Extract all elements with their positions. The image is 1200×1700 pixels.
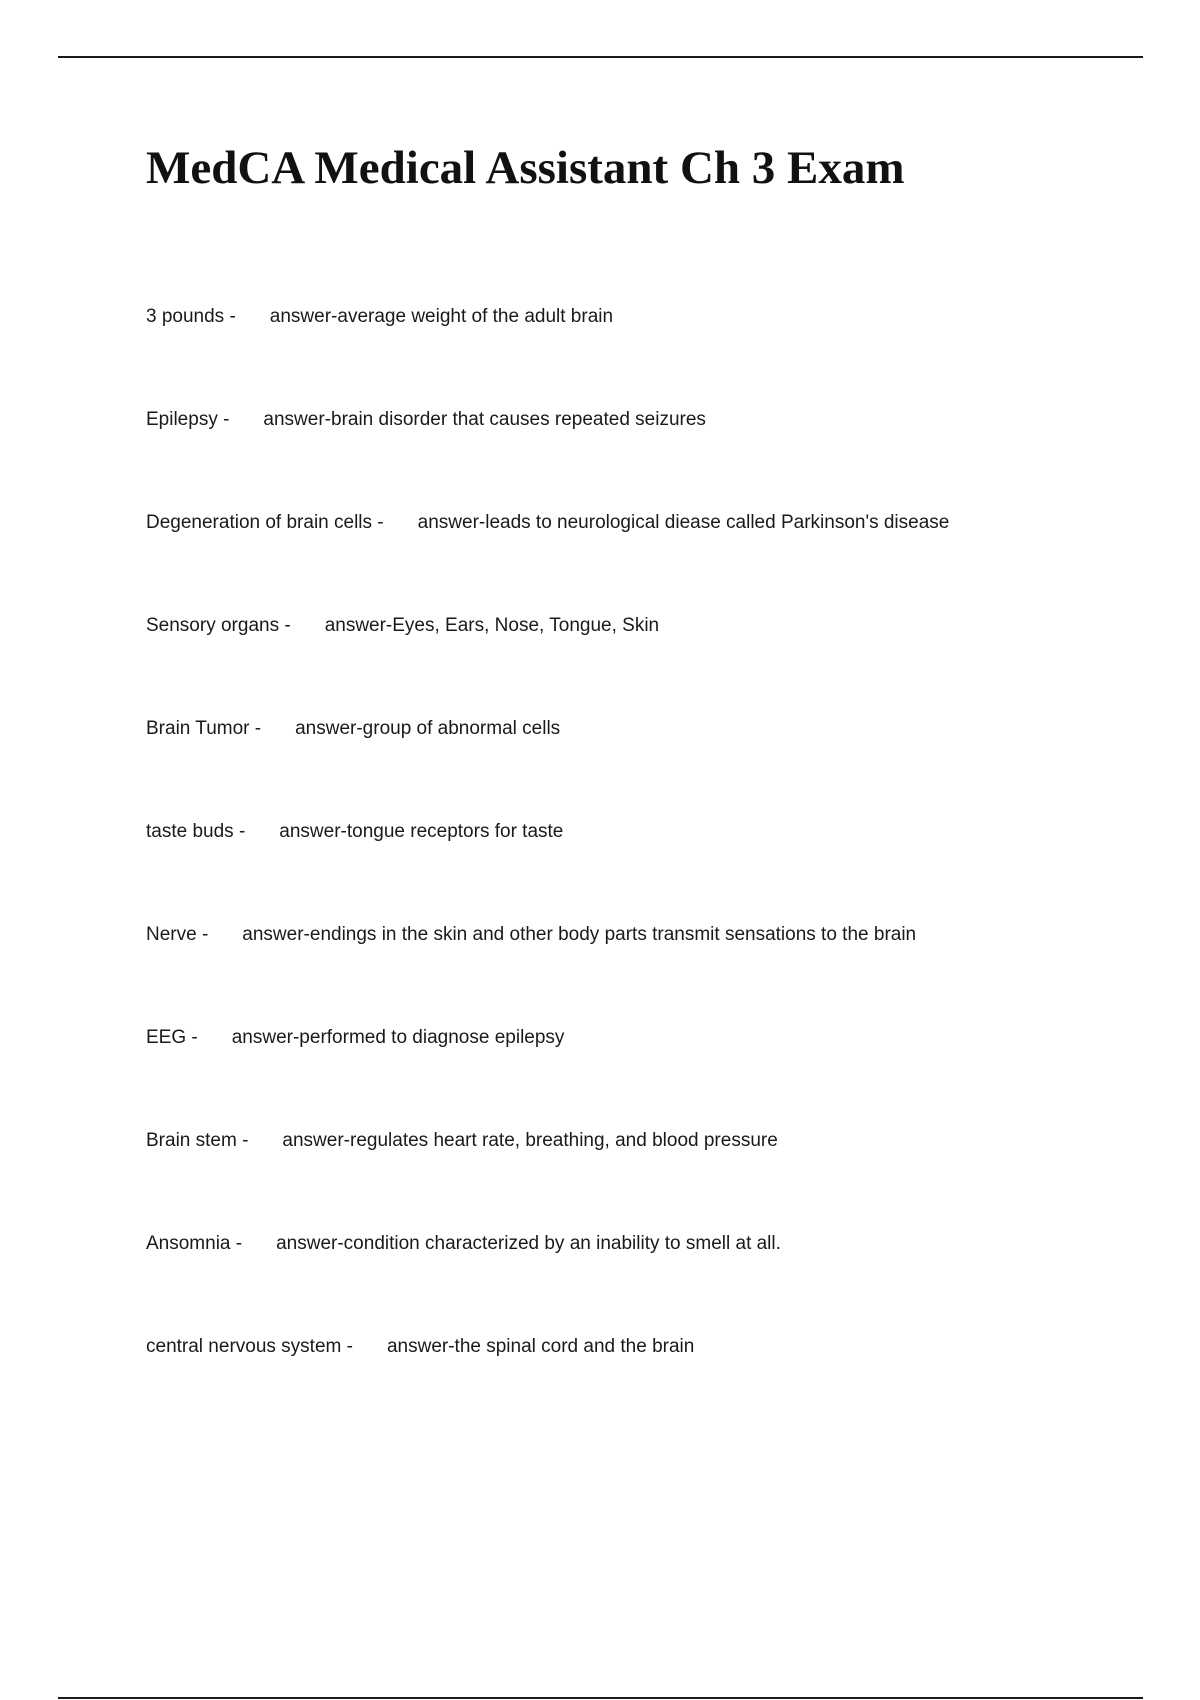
qa-item bbox=[146, 1026, 1146, 1129]
qa-answer: answer-Eyes, Ears, Nose, Tongue, Skin bbox=[324, 615, 660, 636]
qa-answer: answer-the spinal cord and the brain bbox=[386, 1336, 695, 1357]
top-divider bbox=[58, 56, 1143, 58]
qa-item bbox=[146, 1335, 1146, 1438]
qa-answer: answer-regulates heart rate, breathing, and blood pressure bbox=[282, 1130, 778, 1151]
qa-item bbox=[146, 1129, 1146, 1232]
qa-item bbox=[146, 511, 1146, 614]
qa-answer: answer-endings in the skin and other body parts transmit sensations to the brain bbox=[242, 924, 917, 945]
qa-term: 3 pounds - bbox=[146, 306, 236, 327]
qa-term: Brain stem - bbox=[146, 1130, 249, 1151]
qa-item bbox=[146, 923, 1146, 1026]
qa-item bbox=[146, 305, 1146, 408]
qa-term: taste buds - bbox=[146, 821, 246, 842]
page-title: MedCA Medical Assistant Ch 3 Exam bbox=[146, 142, 905, 194]
qa-item bbox=[146, 614, 1146, 717]
qa-term: Sensory organs - bbox=[146, 615, 291, 636]
qa-answer: answer-performed to diagnose epilepsy bbox=[231, 1027, 565, 1048]
qa-item bbox=[146, 408, 1146, 511]
qa-term: Degeneration of brain cells - bbox=[146, 512, 384, 533]
qa-list bbox=[146, 305, 1146, 1438]
qa-item bbox=[146, 717, 1146, 820]
qa-answer: answer-average weight of the adult brain bbox=[269, 306, 614, 327]
qa-term: Nerve - bbox=[146, 924, 209, 945]
qa-answer: answer-tongue receptors for taste bbox=[279, 821, 564, 842]
qa-answer: answer-brain disorder that causes repeated seizures bbox=[263, 409, 706, 430]
qa-term: Brain Tumor - bbox=[146, 718, 262, 739]
qa-item bbox=[146, 1232, 1146, 1335]
qa-term: central nervous system - bbox=[146, 1336, 353, 1357]
qa-answer: answer-leads to neurological diease called Parkinson's disease bbox=[417, 512, 950, 533]
bottom-divider bbox=[58, 1697, 1143, 1699]
qa-term: Ansomnia - bbox=[146, 1233, 243, 1254]
qa-term: EEG - bbox=[146, 1027, 198, 1048]
qa-answer: answer-group of abnormal cells bbox=[295, 718, 561, 739]
qa-answer: answer-condition characterized by an inability to smell at all. bbox=[276, 1233, 781, 1254]
qa-term: Epilepsy - bbox=[146, 409, 230, 430]
qa-item bbox=[146, 820, 1146, 923]
